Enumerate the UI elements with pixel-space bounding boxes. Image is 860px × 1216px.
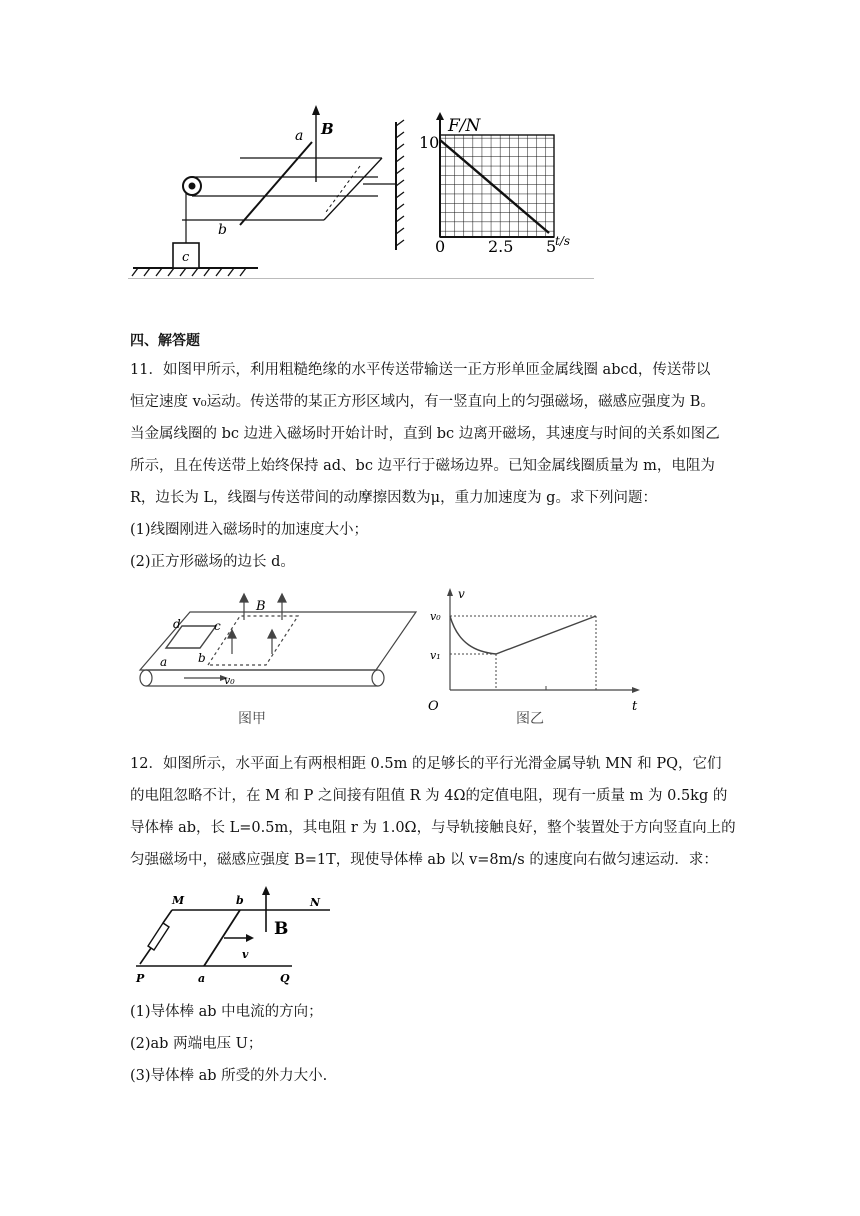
v0-tick-label: v₀ bbox=[430, 610, 441, 623]
q12-line-3: 导体棒 ab，长 L=0.5m，其电阻 r 为 1.0Ω，与导轨接触良好，整个装置处于方向竖直向上的 bbox=[130, 820, 736, 836]
rod-end-a-label: a bbox=[295, 128, 304, 144]
rod-end-b-label: b bbox=[218, 222, 227, 238]
q12-figure-rails bbox=[132, 886, 332, 986]
graph-x-tick-0: 0 bbox=[435, 237, 446, 256]
top-apparatus-figure bbox=[128, 100, 418, 280]
section-title: 四、解答题 bbox=[130, 333, 200, 349]
rail-n-label: N bbox=[310, 896, 321, 909]
coil-c-label: c bbox=[214, 619, 221, 633]
q12-line-2: 的电阻忽略不计，在 M 和 P 之间接有阻值 R 为 4Ω的定值电阻，现有一质量 m 为 0.5kg 的 bbox=[130, 788, 728, 804]
t-axis-label: t bbox=[632, 699, 638, 714]
graph-x-axis-label: t/s bbox=[555, 234, 571, 248]
q12-line-4: 匀强磁场中，磁感应强度 B=1T，现使导体棒 ab 以 v=8m/s 的速度向右做匀速运动．求： bbox=[130, 852, 718, 868]
fig-a-caption: 图甲 bbox=[238, 711, 266, 727]
q11-figure-conveyor bbox=[130, 590, 420, 730]
origin-label: O bbox=[428, 699, 439, 714]
rail-q-label: Q bbox=[280, 972, 290, 985]
coil-d-label: d bbox=[173, 617, 181, 631]
field-b-label: B bbox=[321, 120, 334, 138]
q11-line-2: 恒定速度 v₀运动。传送带的某正方形区域内，有一竖直向上的匀强磁场，磁感应强度为 B。 bbox=[130, 394, 715, 410]
graph-x-tick-2-5: 2.5 bbox=[488, 237, 514, 256]
rail-a-label: a bbox=[198, 972, 206, 985]
rail-field-b-label: B bbox=[274, 919, 289, 939]
q12-sub-1: (1)导体棒 ab 中电流的方向； bbox=[130, 1004, 323, 1020]
graph-y-tick-10: 10 bbox=[419, 133, 440, 152]
q12-line-1: 12．如图所示，水平面上有两根相距 0.5m 的足够长的平行光滑金属导轨 MN 和 PQ，它们 bbox=[130, 756, 722, 772]
q11-sub-1: (1)线圈刚进入磁场时的加速度大小； bbox=[130, 522, 369, 538]
figure-divider bbox=[128, 278, 594, 279]
rail-b-label: b bbox=[236, 894, 244, 907]
q12-sub-2: (2)ab 两端电压 U； bbox=[130, 1036, 263, 1052]
q11-line-1: 11．如图甲所示，利用粗糙绝缘的水平传送带输送一正方形单匝金属线圈 abcd，传送带以 bbox=[130, 362, 711, 378]
graph-x-tick-5: 5 bbox=[546, 237, 557, 256]
v-axis-label: v bbox=[458, 587, 465, 601]
v1-tick-label: v₁ bbox=[430, 649, 441, 662]
conveyor-b-label: B bbox=[256, 599, 266, 614]
q11-figure-velocity-graph bbox=[424, 588, 644, 733]
rail-m-label: M bbox=[172, 894, 185, 907]
graph-y-axis-label: F/N bbox=[448, 116, 481, 136]
rail-p-label: P bbox=[136, 972, 145, 985]
q12-sub-3: (3)导体棒 ab 所受的外力大小. bbox=[130, 1068, 328, 1084]
q11-line-4: 所示，且在传送带上始终保持 ad、bc 边平行于磁场边界。已知金属线圈质量为 m，电阻为 bbox=[130, 458, 715, 474]
coil-b-label: b bbox=[198, 651, 206, 665]
q11-line-5: R，边长为 L，线圈与传送带间的动摩擦因数为μ，重力加速度为 g。求下列问题： bbox=[130, 490, 657, 506]
rod-velocity-label: v bbox=[242, 948, 249, 961]
force-time-graph bbox=[418, 110, 571, 260]
q11-sub-2: (2)正方形磁场的边长 d。 bbox=[130, 554, 295, 570]
coil-a-label: a bbox=[160, 655, 168, 669]
belt-speed-label: v₀ bbox=[224, 674, 235, 687]
fig-b-caption: 图乙 bbox=[516, 711, 544, 727]
block-c-label: c bbox=[182, 250, 190, 265]
q11-line-3: 当金属线圈的 bc 边进入磁场时开始计时，直到 bc 边离开磁场，其速度与时间的关系如图乙 bbox=[130, 426, 720, 442]
